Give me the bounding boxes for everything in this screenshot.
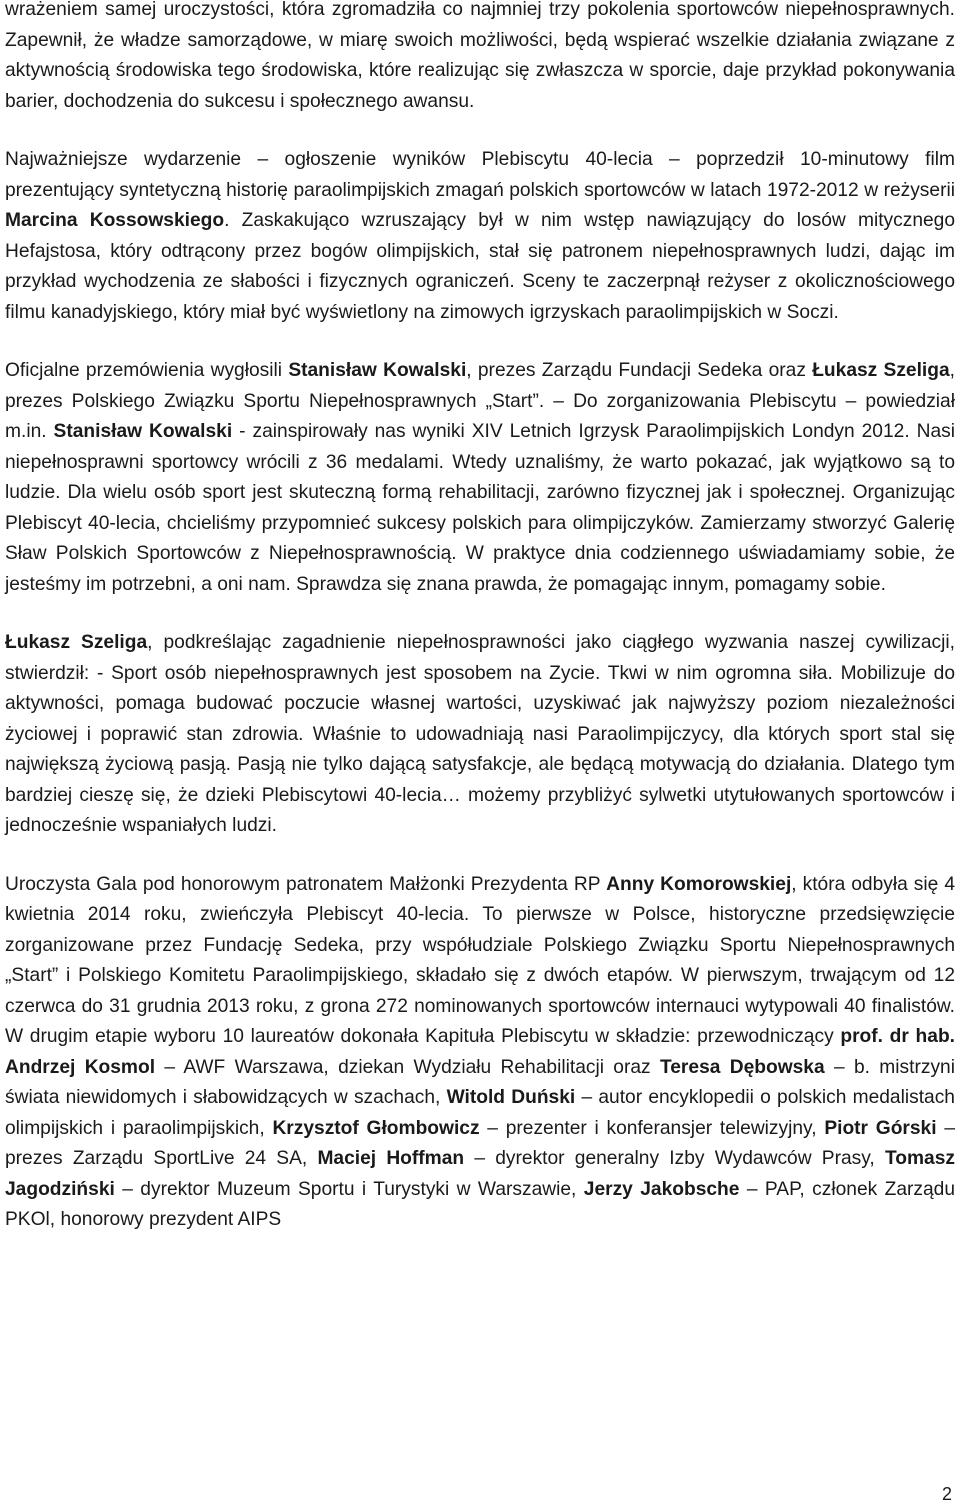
bold-name: Stanisław Kowalski	[288, 360, 467, 381]
text-run: – prezes Zarządu SportLive 24 SA,	[5, 1117, 955, 1169]
text-run: , która odbyła się 4 kwietnia 2014 roku, zwieńczyła Plebiscyt 40-lecia. To pierwsze w Polsce, historyczne przedsięwzięcie zorganizowane przez Fundację Sedeka, przy współudziale Polskiego Związku Sportu Niepełnosprawnych „Start” i Polskiego Komitetu Paraolimpijskiego, składało się z dwóch etapów. W pierwszym, trwającym od 12 czerwca do 31 grudnia 2013 roku, z grona 272 nominowanych sportowców internauci wytypowali 40 finalistów. W drugim etapie wyboru 10 laureatów dokonała Kapituła Plebiscytu w składzie: przewodniczący	[5, 873, 956, 1047]
text-run: – dyrektor generalny Izby Wydawców Prasy,	[464, 1148, 885, 1169]
text-run: – autor encyklopedii o polskich medalistach olimpijskich i paraolimpijskich,	[5, 1087, 955, 1139]
text-run: Najważniejsze wydarzenie – ogłoszenie wyników Plebiscytu 40-lecia – poprzedził 10-minutowy film prezentujący syntetyczną historię paraolimpijskich zmagań polskich sportowców w latach 1972-2012 w reżyserii	[5, 149, 955, 201]
paragraph	[5, 356, 955, 600]
text-run: Uroczysta Gala pod honorowym patronatem Małżonki Prezydenta RP	[5, 873, 607, 895]
page-number: 2	[941, 1484, 952, 1504]
paragraph	[5, 145, 955, 328]
bold-name: Witold Duński	[446, 1087, 576, 1108]
bold-name: Piotr Górski	[824, 1117, 937, 1139]
document-body	[5, 0, 955, 1236]
bold-name: Łukasz Szeliga	[5, 632, 148, 653]
text-run: – AWF Warszawa, dziekan Wydziału Rehabilitacji oraz	[155, 1056, 660, 1078]
bold-name: Anny Komorowskiej	[606, 873, 792, 895]
bold-name: Maciej Hoffman	[317, 1148, 465, 1169]
paragraph	[5, 628, 955, 842]
paragraph	[5, 870, 955, 1236]
text-run: . Zaskakująco wzruszający był w nim wstęp nawiązujący do losów mitycznego Hefajstosa, który odtrącony przez bogów olimpijskich, stał się patronem niepełnosprawnych ludzi, dając im przykład wychodzenia ze słabości i fizycznych ograniczeń. Sceny te zaczerpnął reżyser z okolicznościowego filmu kanadyjskiego, który miał być wyświetlony na zimowych igrzyskach paraolimpijskich w Soczi.	[5, 210, 956, 323]
text-run: , prezes Polskiego Związku Sportu Niepełnosprawnych „Start”. – Do zorganizowania Plebiscytu – powiedział m.in.	[5, 360, 955, 442]
document-page	[5, 0, 955, 1264]
bold-name: Łukasz Szeliga	[812, 360, 950, 381]
bold-name: prof. dr hab. Andrzej Kosmol	[5, 1026, 955, 1078]
bold-name: Marcina Kossowskiego	[5, 210, 225, 231]
text-run: - zainspirowały nas wyniki XIV Letnich Igrzysk Paraolimpijskich Londyn 2012. Nasi niepełnosprawni sportowcy wrócili z 36 medalami. Wtedy uznaliśmy, że warto pokazać, jak wyjątkowo są to ludzie. Dla wielu osób sport jest skuteczną formą rehabilitacji, zarówno fizycznej jak i społecznej. Organizując Plebiscyt 40-lecia, chcieliśmy przypomnieć sukcesy polskich para olimpijczyków. Zamierzamy stworzyć Galerię Sław Polskich Sportowców z Niepełnosprawnością. W praktyce dnia codziennego uświadamiamy sobie, że jesteśmy im potrzebni, a oni nam. Sprawdza się znana prawda, że pomagając innym, pomagamy sobie.	[5, 421, 955, 595]
text-run: wrażeniem samej uroczystości, która zgromadziła co najmniej trzy pokolenia sportowców niepełnosprawnych. Zapewnił, że władze samorządowe, w miarę swoich możliwości, będą wspierać wszelkie działania związane z aktywnością środowiska tego środowiska, które realizując się zwłaszcza w sporcie, daje przykład pokonywania barier, dochodzenia do sukcesu i społecznego awansu.	[5, 0, 955, 112]
paragraph	[5, 0, 955, 117]
bold-name: Krzysztof Głombowicz	[272, 1117, 480, 1139]
text-run: , podkreślając zagadnienie niepełnosprawności jako ciągłego wyzwania naszej cywilizacji, stwierdził: - Sport osób niepełnosprawnych jest sposobem na Zycie. Tkwi w nim ogromna siła. Mobilizuje do aktywności, pomaga budować poczucie własnej wartości, uzyskiwać jak najwyższy poziom niezależności życiowej i poprawić stan zdrowia. Właśnie to udowadniają nasi Paraolimpijczycy, dla których sport stal się największą życiową pasją. Pasją nie tylko dającą satysfakcje, ale będącą motywacją do działania. Dlatego tym bardziej cieszę się, że dzieki Plebiscytowi 40-lecia… możemy przybliżyć sylwetki utytułowanych sportowców i jednocześnie wspaniałych ludzi.	[5, 632, 955, 836]
bold-name: Jerzy Jakobsche	[583, 1178, 740, 1200]
text-run: – b. mistrzyni świata niewidomych i słabowidzących w szachach,	[5, 1056, 955, 1108]
bold-name: Stanisław Kowalski	[53, 421, 233, 442]
bold-name: Teresa Dębowska	[659, 1056, 825, 1078]
text-run: – dyrektor Muzeum Sportu i Turystyki w Warszawie,	[114, 1178, 584, 1200]
text-run: , prezes Zarządu Fundacji Sedeka oraz	[466, 360, 813, 381]
text-run: – PAP, członek Zarządu PKOl, honorowy prezydent AIPS	[5, 1178, 955, 1230]
text-run: – prezenter i konferansjer telewizyjny,	[479, 1117, 825, 1139]
text-run: Oficjalne przemówienia wygłosili	[5, 360, 289, 381]
bold-name: Tomasz Jagodziński	[5, 1148, 955, 1200]
